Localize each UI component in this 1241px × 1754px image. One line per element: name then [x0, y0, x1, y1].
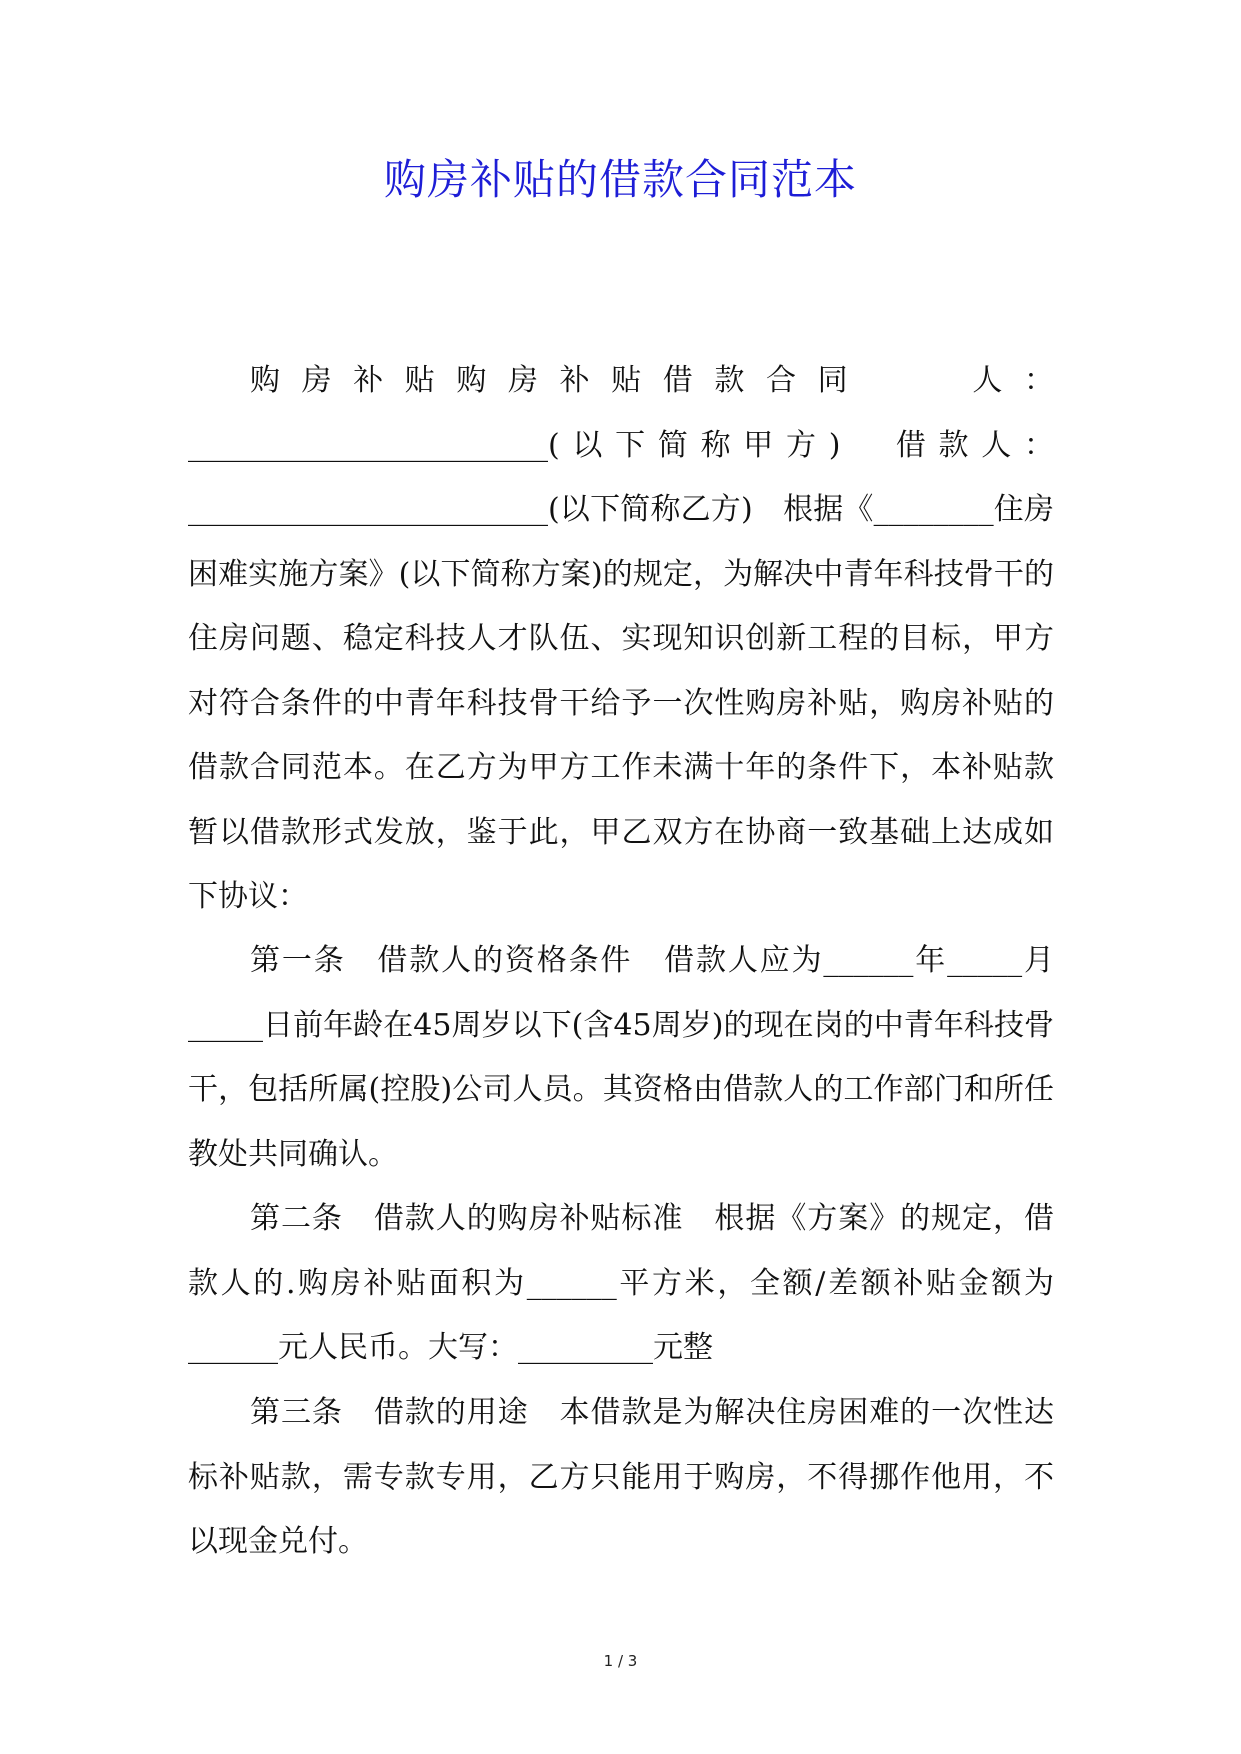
paragraph-article-1 [188, 929, 1054, 1187]
page-number: 1 / 3 [603, 1652, 638, 1670]
paragraph-article-3 [188, 1381, 1054, 1575]
paragraph-text: 第三条 借款的用途 本借款是为解决住房困难的一次性达标补贴款，需专款专用，乙方只能用于购房，不得挪作他用，不以现金兑付。 [188, 1395, 1054, 1559]
paragraph-article-2 [188, 1187, 1054, 1381]
document-title: 购房补贴的借款合同范本 [383, 155, 857, 204]
paragraph-text: 购房补贴购房补贴借款合同 人：________________________(以下简称甲方) 借款人：________________________(以下简称乙方) 根据《________住房困难实施方案》(以下简称方案)的规定，为解决中青年科技骨干的住房问题、稳定科技人才队伍、实现知识创新工程的目标，甲方对符合条件的中青年科技骨干给予一次性购房补贴，购房补贴的借款合同范本。在乙方为甲方工作未满十年的条件下，本补贴款暂以借款形式发放，鉴于此，甲乙双方在协商一致基础上达成如下协议： [188, 363, 1054, 914]
paragraph-text: 第一条 借款人的资格条件 借款人应为______年_____月_____日前年龄在45周岁以下(含45周岁)的现在岗的中青年科技骨干，包括所属(控股)公司人员。其资格由借款人的工作部门和所任教处共同确认。 [188, 943, 1054, 1172]
paragraph-text: 第二条 借款人的购房补贴标准 根据《方案》的规定，借款人的.购房补贴面积为______平方米，全额/差额补贴金额为______元人民币。大写：_________元整 [188, 1201, 1054, 1365]
paragraph-preamble [188, 349, 1054, 930]
